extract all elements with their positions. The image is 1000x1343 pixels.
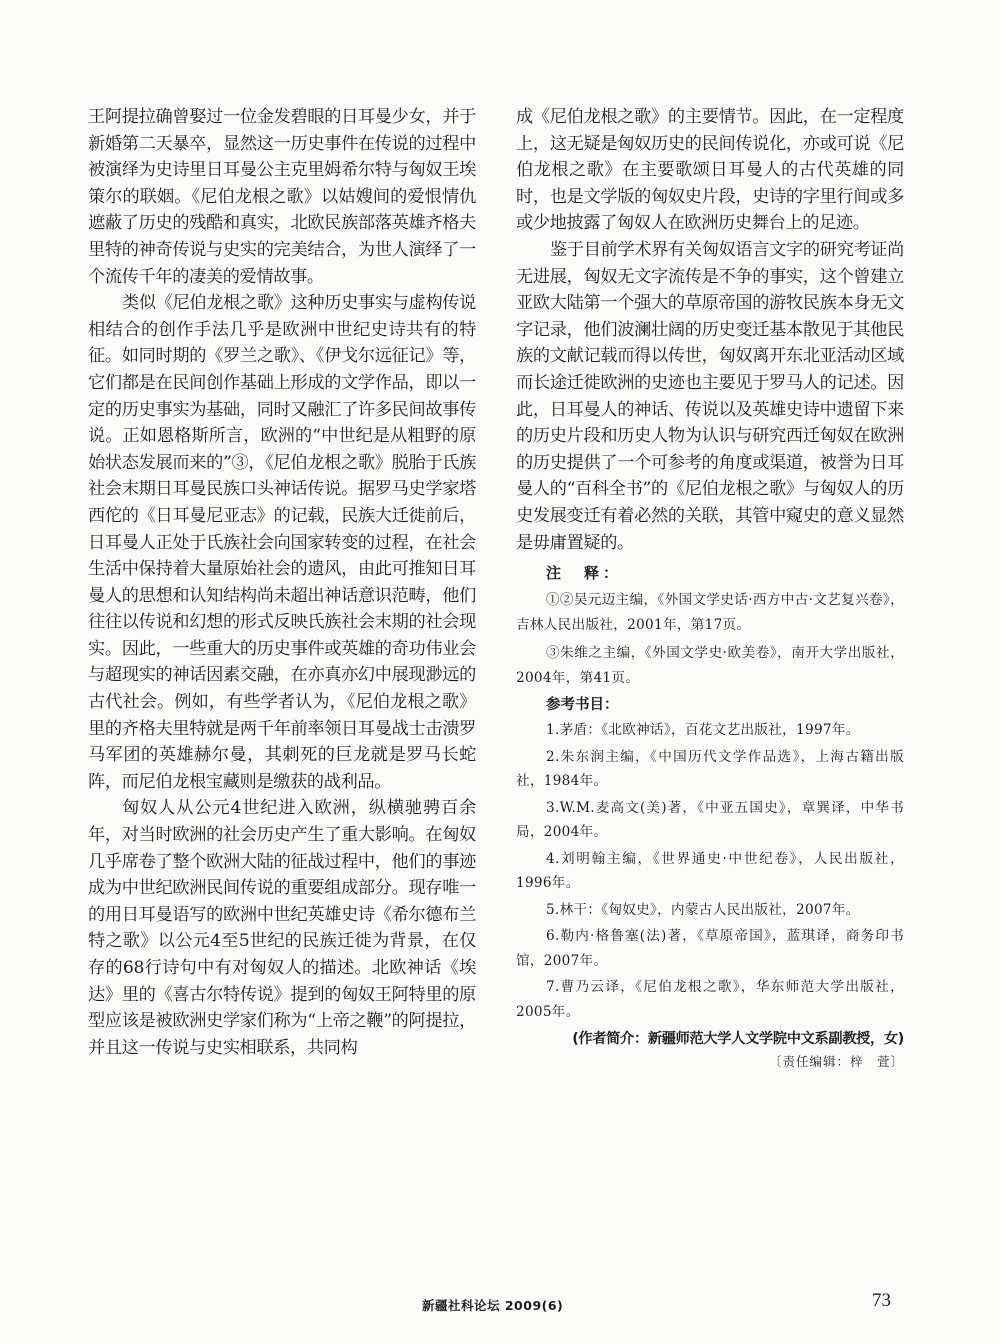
body-paragraph: 匈奴人从公元4世纪进入欧洲，纵横驰骋百余年，对当时欧洲的社会历史产生了重大影响。在匈奴几乎席卷了整个欧洲大陆的征战过程中，他们的事迹成为中世纪欧洲民间传说的重要组成部分。现存唯一的用日耳曼语写的欧洲中世纪英雄史诗《希尔德布兰特之歌》以公元4至5世纪的民族迁徙为背景，在仅存的68行诗句中有对匈奴人的描述。北欧神话《埃达》里的《喜古尔特传说》提到的匈奴王阿特里的原型应该是被欧洲史学家们称为“上帝之鞭”的阿提拉，并且这一传说与史实相联系，共同构 (88, 798, 476, 1058)
body-paragraph: 类似《尼伯龙根之歌》这种历史事实与虚构传说相结合的创作手法几乎是欧洲中世纪史诗共有的特征。如同时期的《罗兰之歌》、《伊戈尔远征记》等，它们都是在民间创作基础上形成的文学作品，即以一定的历史事实为基础，同时又融汇了许多民间故事传说。正如恩格斯所言，欧洲的“中世纪是从粗野的原始状态发展而来的”③，《尼伯龙根之歌》脱胎于氏族社会末期日耳曼民族口头神话传说。据罗马史学家塔西佗的《日耳曼尼亚志》的记载，民族大迁徙前后，日耳曼人正处于氏族社会向国家转变的过程，在社会生活中保持着大量原始社会的遗风，由此可推知日耳曼人的思想和认知结构尚未超出神话意识范畴，他们往往以传说和幻想的形式反映氏族社会末期的社会现实。因此，一些重大的历史事件或英雄的奇功伟业会与超现实的神话因素交融，在亦真亦幻中展现渺远的古代社会。例如，有些学者认为，《尼伯龙根之歌》里的齐格夫里特就是两千年前率领日耳曼战士击溃罗马军团的英雄赫尔曼，其刺死的巨龙就是罗马长蛇阵，而尼伯龙根宝藏则是缴获的战利品。 (88, 293, 476, 792)
page-number: 73 (872, 1290, 891, 1311)
right-column (516, 104, 904, 1072)
references-heading: 参考书目： (546, 697, 619, 714)
footnote: ①②吴元迈主编，《外国文学史话·西方中古·文艺复兴卷》，吉林人民出版社，2001年，第17页。 (516, 592, 904, 633)
reference-item: 7.曹乃云译，《尼伯龙根之歌》，华东师范大学出版社，2005年。 (516, 979, 904, 1020)
responsible-editor: 〔责任编辑：梓 萱〕 (768, 1054, 904, 1070)
footnote: ③朱维之主编，《外国文学史·欧美卷》，南开大学出版社，2004年，第41页。 (516, 645, 904, 686)
author-bio: (作者简介：新疆师范大学人文学院中文系副教授，女) (572, 1031, 904, 1048)
reference-item: 6.勒内·格鲁塞(法)著，《草原帝国》，蓝琪译，商务印书馆，2007年。 (516, 928, 904, 969)
reference-item: 4.刘明翰主编，《世界通史·中世纪卷》，人民出版社，1996年。 (516, 850, 904, 892)
notes-heading: 注 释： (546, 564, 623, 583)
body-paragraph: 成《尼伯龙根之歌》的主要情节。因此，在一定程度上，这无疑是匈奴历史的民间传说化，亦或可说《尼伯龙根之歌》在主要歌颂日耳曼人的古代英雄的同时，也是文学版的匈奴史片段，史诗的字里行间或多或少地披露了匈奴人在欧洲历史舞台上的足迹。 (516, 107, 904, 234)
journal-footer: 新疆社科论坛 2009(6) (422, 1298, 564, 1313)
body-paragraph: 王阿提拉确曾娶过一位金发碧眼的日耳曼少女，并于新婚第二天暴卒，显然这一历史事件在传说的过程中被演绎为史诗里日耳曼公主克里姆希尔特与匈奴王埃策尔的联姻。《尼伯龙根之歌》以姑嫂间的爱恨情仇遮蔽了历史的残酷和真实，北欧民族部落英雄齐格夫里特的神奇传说与史实的完美结合，为世人演绎了一个流传千年的凄美的爱情故事。 (88, 107, 476, 287)
reference-item: 5.林干：《匈奴史》，内蒙古人民出版社，2007年。 (546, 901, 860, 918)
reference-item: 3.W.M.麦高文(美)著，《中亚五国史》，章巽译，中华书局，2004年。 (516, 799, 904, 841)
body-paragraph: 鉴于目前学术界有关匈奴语言文字的研究考证尚无进展，匈奴无文字流传是不争的事实，这个曾建立亚欧大陆第一个强大的草原帝国的游牧民族本身无文字记录，他们波澜壮阔的历史变迁基本散见于其他民族的文献记载而得以传世，匈奴离开东北亚活动区域而长途迁徙欧洲的史迹也主要见于罗马人的记述。因此，日耳曼人的神话、传说以及英雄史诗中遗留下来的历史片段和历史人物为认识与研究西迁匈奴在欧洲的历史提供了一个可参考的角度或渠道，被誉为日耳曼人的“百科全书”的《尼伯龙根之歌》与匈奴人的历史发展变迁有着必然的关联，其管中窥史的意义显然是毋庸置疑的。 (516, 239, 904, 553)
reference-item: 1.茅盾：《北欧神话》，百花文艺出版社，1997年。 (546, 722, 860, 739)
left-column (88, 104, 476, 1061)
reference-item: 2.朱东润主编，《中国历代文学作品选》，上海古籍出版社，1984年。 (516, 748, 904, 790)
